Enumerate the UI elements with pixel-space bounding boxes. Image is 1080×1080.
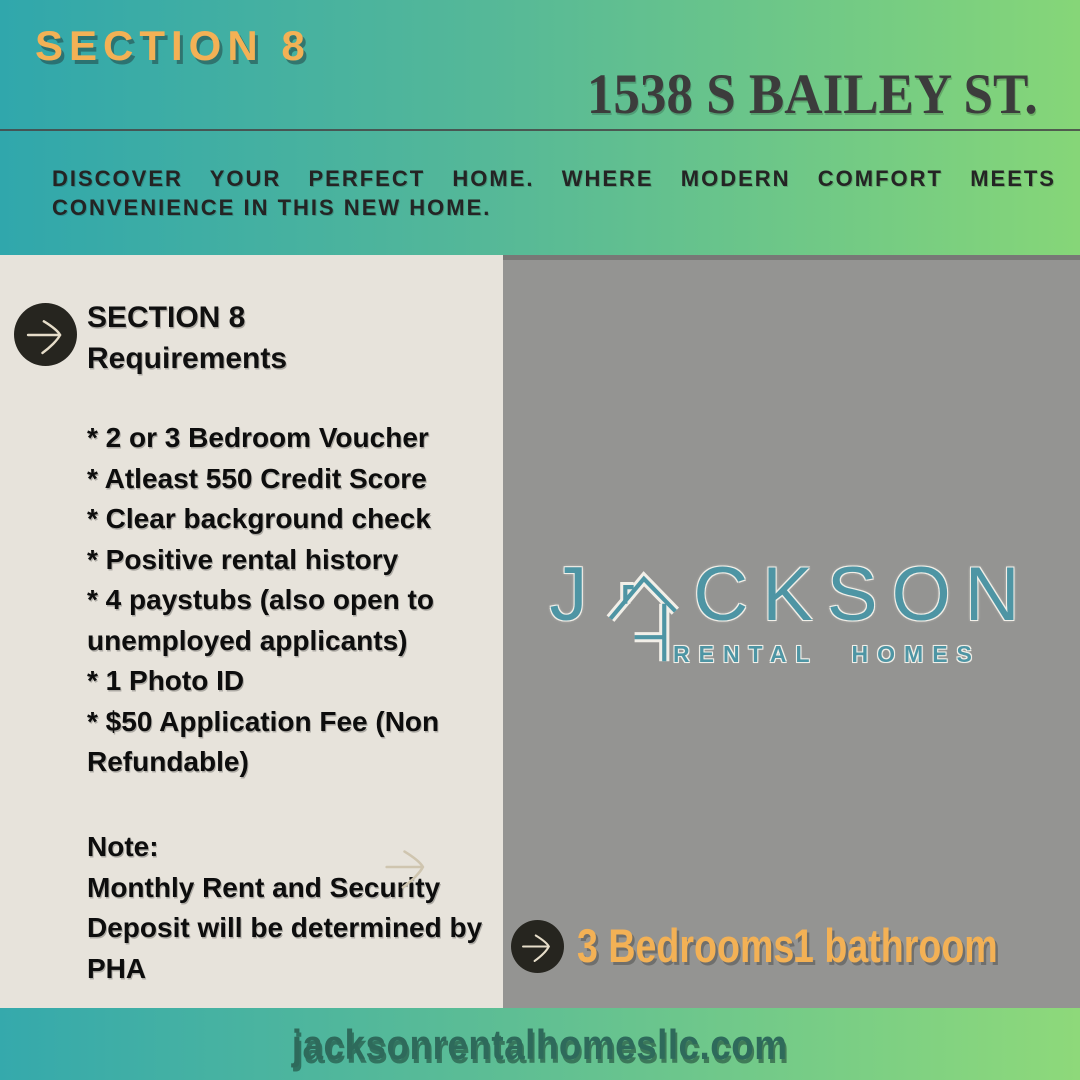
brand-logo-subtitle: RENTAL HOMES: [673, 641, 981, 667]
website-url: jacksonrentalhomesllc.com: [292, 1021, 788, 1068]
arrow-right-icon: [23, 312, 69, 358]
requirement-item: * Atleast 550 Credit Score: [87, 462, 427, 494]
footer-banner: [0, 1008, 1080, 1080]
requirements-panel: [0, 255, 503, 1008]
header-banner: [0, 0, 1080, 255]
requirement-item: * 1 Photo ID: [87, 665, 245, 696]
requirements-heading: [87, 297, 287, 379]
requirement-item: * $50 Application Fee (Non Refundable): [87, 705, 440, 777]
note-text: Monthly Rent and Security Deposit will be determined by PHA: [87, 871, 483, 984]
property-address: 1538 S BAILEY ST.: [587, 63, 1038, 126]
requirement-item: * 4 paystubs (also open to unemployed applicants): [87, 584, 434, 656]
arrow-right-circle-icon: [14, 303, 77, 366]
decorative-arrow-right-icon: [381, 841, 433, 893]
bathrooms-label: 1 bathroom: [793, 919, 998, 972]
house-outline-icon: [605, 563, 679, 665]
photo-panel: [503, 255, 1080, 1008]
requirement-item: * Positive rental history: [87, 543, 399, 575]
logo-letters-ckson: CKSON: [693, 552, 1034, 637]
arrow-right-icon: [519, 928, 556, 965]
tagline-line-1: DISCOVER YOUR PERFECT HOME. WHERE MODERN COMFORT MEETS: [52, 166, 1056, 191]
requirement-item: * 2 or 3 Bedroom Voucher: [87, 422, 429, 453]
requirements-heading-line-2: Requirements: [87, 342, 288, 375]
bedrooms-label: 3 Bedrooms: [577, 919, 795, 972]
tagline-line-2: CONVENIENCE IN THIS NEW HOME.: [52, 195, 492, 220]
requirement-item: * Clear background check: [87, 503, 431, 534]
requirements-list: [87, 418, 491, 783]
tagline: [52, 164, 1056, 222]
program-title: SECTION 8: [35, 22, 311, 69]
requirements-heading-line-1: SECTION 8: [87, 301, 246, 334]
brand-logo: [503, 552, 1080, 667]
header-divider: [0, 129, 1080, 131]
arrow-right-circle-icon: [511, 920, 564, 973]
note-label: Note:: [87, 831, 159, 862]
logo-letter-j: J: [549, 552, 602, 637]
